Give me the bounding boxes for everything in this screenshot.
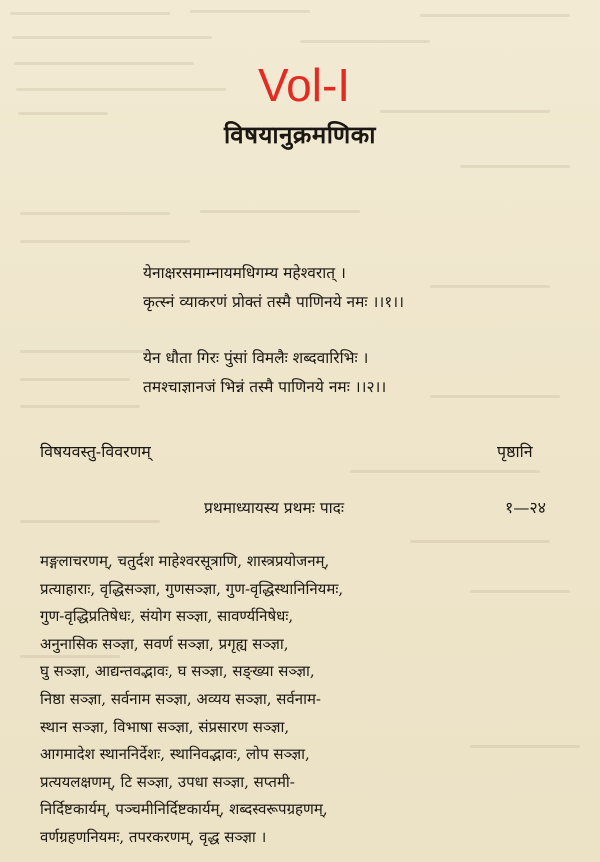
subject-column-header: विषयवस्तु-विवरणम् xyxy=(40,442,151,461)
contents-line: प्रत्याहाराः, वृद्धिसञ्ज्ञा, गुणसञ्ज्ञा, गुण-वृद्धिस्थानिनियमः, xyxy=(40,579,344,598)
verse-1-line-2: कृत्स्नं व्याकरणं प्रोक्तं तस्मै पाणिनये नमः ।।१।। xyxy=(143,293,405,311)
section-heading: प्रथमाध्यायस्य प्रथमः पादः xyxy=(204,499,345,517)
contents-paragraph xyxy=(40,548,565,852)
pages-column-header: पृष्ठानि xyxy=(497,442,533,461)
verse-2-line-2: तमश्चाज्ञानजं भिन्नं तस्मै पाणिनये नमः ।।२।। xyxy=(143,378,387,396)
contents-line: वर्णग्रहणनियमः, तपरकरणम्, वृद्ध सञ्ज्ञा । xyxy=(40,827,267,846)
contents-line: आगमादेश स्थाननिर्देशः, स्थानिवद्भावः, लोप सञ्ज्ञा, xyxy=(40,745,310,764)
contents-line: मङ्गलाचरणम्, चतुर्दश माहेश्वरसूत्राणि, शास्त्रप्रयोजनम्, xyxy=(40,552,330,570)
contents-line: घु सञ्ज्ञा, आद्यन्तवद्भावः, घ सञ्ज्ञा, सङ्ख्या सञ्ज्ञा, xyxy=(40,662,315,681)
contents-line: गुण-वृद्धिप्रतिषेधः, संयोग सञ्ज्ञा, सावर्ण्यनिषेधः, xyxy=(40,607,294,626)
contents-line: स्थान सञ्ज्ञा, विभाषा सञ्ज्ञा, संप्रसारण सञ्ज्ञा, xyxy=(40,717,290,736)
contents-line: प्रत्ययलक्षणम्, टि सञ्ज्ञा, उपधा सञ्ज्ञा, सप्तमी- xyxy=(40,772,295,791)
verse-1-line-1: येनाक्षरसमाम्नायमधिगम्य महेश्वरात् । xyxy=(143,264,346,282)
verse-2-line-1: येन धौता गिरः पुंसां विमलैः शब्दवारिभिः । xyxy=(143,349,369,367)
volume-label: Vol-I xyxy=(258,59,351,111)
page-title: विषयानुक्रमणिका xyxy=(224,120,376,149)
contents-line: अनुनासिक सञ्ज्ञा, सवर्ण सञ्ज्ञा, प्रगृह्य सञ्ज्ञा, xyxy=(40,634,289,653)
section-page-range: १—२४ xyxy=(505,498,546,517)
contents-line: निष्ठा सञ्ज्ञा, सर्वनाम सञ्ज्ञा, अव्यय सञ्ज्ञा, सर्वनाम- xyxy=(40,689,321,708)
contents-line: निर्दिष्टकार्यम्, पञ्चमीनिर्दिष्टकार्यम्, शब्दस्वरूपग्रहणम्, xyxy=(40,800,328,819)
